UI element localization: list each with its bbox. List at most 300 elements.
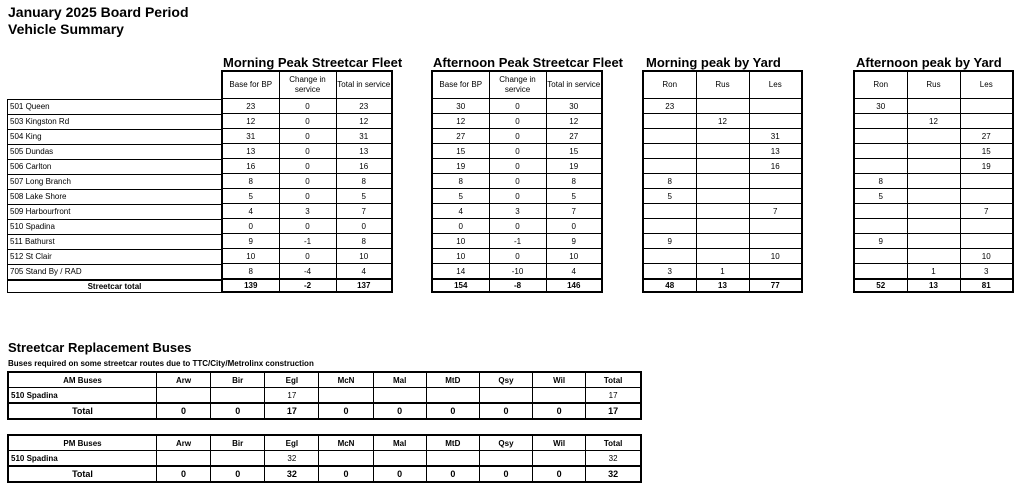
pm-buses-total-cell: 0	[156, 466, 210, 482]
pm-yard-cell: 9	[854, 234, 907, 249]
am-buses-total-cell: 0	[479, 403, 532, 419]
am-fleet-cell: 4	[222, 204, 279, 219]
table-row	[222, 159, 392, 174]
am-yard-cell: 16	[749, 159, 802, 174]
pm-buses-total-cell: 0	[479, 466, 532, 482]
pm-yard-cell	[907, 189, 960, 204]
am-yard-cell: 13	[749, 144, 802, 159]
pm-yard-cell	[907, 144, 960, 159]
table-row	[222, 189, 392, 204]
am-yard-cell	[643, 114, 696, 129]
pm-fleet-cell: 30	[432, 99, 489, 114]
route-name-cell: 505 Dundas	[8, 144, 222, 159]
am-fleet-cell: 0	[279, 144, 336, 159]
am-fleet-total-cell: -2	[279, 279, 336, 292]
pm-fleet-cell: 10	[432, 234, 489, 249]
am-fleet-total-cell: 137	[336, 279, 392, 292]
pm-fleet-cell: 30	[546, 99, 602, 114]
pm-fleet-cell: 19	[432, 159, 489, 174]
am-fleet-cell: 0	[279, 114, 336, 129]
am-yard-column-header: Ron	[643, 71, 696, 99]
pm-yard-cell	[854, 264, 907, 280]
pm-yard-cell: 30	[854, 99, 907, 114]
pm-fleet-cell: -1	[489, 234, 546, 249]
page-subtitle: Vehicle Summary	[8, 21, 124, 37]
table-row	[8, 388, 641, 404]
header-row	[643, 71, 802, 99]
pm-yard-cell	[960, 234, 1013, 249]
pm-yard-cell	[960, 99, 1013, 114]
pm-yard-cell: 19	[960, 159, 1013, 174]
am-buses-cell	[156, 388, 210, 404]
am-buses-column-header: Mal	[373, 372, 426, 388]
am-fleet-column-header: Total in service	[336, 71, 392, 99]
am-fleet-cell: 8	[336, 174, 392, 189]
am-yard-cell	[643, 129, 696, 144]
am-yard-cell: 23	[643, 99, 696, 114]
am-fleet-cell: 5	[336, 189, 392, 204]
pm-buses-column-header: Egl	[265, 435, 319, 451]
am-fleet-cell: 0	[279, 174, 336, 189]
am-fleet-cell: 3	[279, 204, 336, 219]
am-yard-column-header: Les	[749, 71, 802, 99]
pm-fleet-cell: -10	[489, 264, 546, 280]
pm-buses-column-header: McN	[319, 435, 373, 451]
morning-yard-table	[642, 70, 803, 293]
total-row	[432, 279, 602, 292]
am-yard-total-cell: 48	[643, 279, 696, 292]
table-row	[8, 114, 222, 129]
am-yard-column-header: Rus	[696, 71, 749, 99]
route-name-cell: 501 Queen	[8, 99, 222, 114]
table-row	[8, 159, 222, 174]
pm-fleet-total-cell: -8	[489, 279, 546, 292]
am-yard-cell	[696, 174, 749, 189]
pm-buses-table	[7, 434, 642, 483]
table-row	[432, 129, 602, 144]
am-fleet-cell: 12	[336, 114, 392, 129]
pm-fleet-cell: 12	[432, 114, 489, 129]
am-yard-cell: 1	[696, 264, 749, 280]
pm-fleet-cell: 4	[546, 264, 602, 280]
table-row	[854, 249, 1013, 264]
pm-yard-column-header: Rus	[907, 71, 960, 99]
pm-yard-cell	[907, 159, 960, 174]
pm-yard-cell	[907, 234, 960, 249]
route-name-cell: 512 St Clair	[8, 249, 222, 264]
pm-fleet-cell: 27	[432, 129, 489, 144]
total-row	[643, 279, 802, 292]
table-row	[8, 99, 222, 114]
pm-yard-cell: 12	[907, 114, 960, 129]
am-yard-cell	[749, 99, 802, 114]
am-fleet-cell: 0	[279, 189, 336, 204]
route-name-cell: 508 Lake Shore	[8, 189, 222, 204]
table-row	[854, 114, 1013, 129]
pm-buses-total-cell: 0	[211, 466, 265, 482]
pm-buses-cell	[211, 451, 265, 467]
header-row	[8, 435, 641, 451]
am-yard-cell	[696, 204, 749, 219]
table-row	[432, 249, 602, 264]
afternoon-yard-title: Afternoon peak by Yard	[856, 55, 1002, 70]
pm-buses-column-header: MtD	[426, 435, 479, 451]
pm-buses-total-cell: 0	[319, 466, 373, 482]
pm-buses-cell	[533, 451, 586, 467]
am-buses-cell: 17	[265, 388, 319, 404]
pm-yard-cell	[960, 219, 1013, 234]
total-row	[222, 279, 392, 292]
route-name-cell: 507 Long Branch	[8, 174, 222, 189]
replacement-title: Streetcar Replacement Buses	[8, 340, 192, 355]
pm-yard-cell	[854, 249, 907, 264]
route-name-cell: 510 Spadina	[8, 219, 222, 234]
am-buses-column-header: Wil	[533, 372, 586, 388]
table-row	[854, 174, 1013, 189]
am-fleet-cell: 16	[222, 159, 279, 174]
pm-yard-cell: 5	[854, 189, 907, 204]
pm-yard-cell	[907, 174, 960, 189]
table-row	[8, 174, 222, 189]
afternoon-fleet-table	[431, 70, 603, 293]
total-row	[8, 403, 641, 419]
pm-yard-cell	[854, 159, 907, 174]
pm-buses-column-header: Qsy	[479, 435, 532, 451]
pm-buses-total-cell: 32	[586, 466, 641, 482]
table-row	[643, 189, 802, 204]
morning-fleet-title: Morning Peak Streetcar Fleet	[223, 55, 403, 70]
pm-yard-cell: 1	[907, 264, 960, 280]
pm-yard-total-cell: 52	[854, 279, 907, 292]
am-yard-cell	[696, 159, 749, 174]
am-fleet-cell: 4	[336, 264, 392, 280]
am-buses-total-label: Total	[8, 403, 156, 419]
total-row	[854, 279, 1013, 292]
route-name-cell: 504 King	[8, 129, 222, 144]
am-buses-cell	[479, 388, 532, 404]
pm-buses-cell	[426, 451, 479, 467]
am-fleet-column-header: Base for BP	[222, 71, 279, 99]
table-row	[222, 144, 392, 159]
am-buses-column-header: MtD	[426, 372, 479, 388]
table-row	[643, 249, 802, 264]
am-buses-column-header: Arw	[156, 372, 210, 388]
pm-buses-cell: 32	[586, 451, 641, 467]
pm-yard-cell	[854, 129, 907, 144]
am-buses-header-label: AM Buses	[8, 372, 156, 388]
pm-buses-column-header: Arw	[156, 435, 210, 451]
header-row	[432, 71, 602, 99]
total-row	[8, 280, 222, 293]
am-yard-cell	[749, 189, 802, 204]
header-row	[854, 71, 1013, 99]
table-row	[8, 144, 222, 159]
pm-fleet-cell: 0	[546, 219, 602, 234]
header-row	[8, 372, 641, 388]
table-row	[222, 204, 392, 219]
pm-buses-total-cell: 32	[265, 466, 319, 482]
pm-yard-cell	[907, 219, 960, 234]
am-yard-cell	[643, 159, 696, 174]
am-buses-column-header: McN	[319, 372, 373, 388]
pm-fleet-cell: 15	[546, 144, 602, 159]
pm-buses-total-label: Total	[8, 466, 156, 482]
pm-buses-column-header: Wil	[533, 435, 586, 451]
am-buses-column-header: Qsy	[479, 372, 532, 388]
am-buses-total-cell: 17	[265, 403, 319, 419]
pm-fleet-cell: 0	[489, 174, 546, 189]
am-fleet-cell: 10	[222, 249, 279, 264]
pm-yard-cell: 27	[960, 129, 1013, 144]
am-fleet-column-header: Change in service	[279, 71, 336, 99]
pm-yard-cell: 3	[960, 264, 1013, 280]
pm-buses-column-header: Total	[586, 435, 641, 451]
table-row	[854, 189, 1013, 204]
pm-yard-total-cell: 81	[960, 279, 1013, 292]
table-row	[8, 219, 222, 234]
table-row	[643, 264, 802, 280]
morning-fleet-table	[221, 70, 393, 293]
pm-yard-column-header: Les	[960, 71, 1013, 99]
am-yard-cell	[749, 114, 802, 129]
pm-fleet-cell: 12	[546, 114, 602, 129]
table-row	[432, 99, 602, 114]
pm-fleet-column-header: Total in service	[546, 71, 602, 99]
pm-buses-total-cell: 0	[533, 466, 586, 482]
table-row	[432, 174, 602, 189]
pm-yard-cell	[854, 219, 907, 234]
am-yard-cell: 12	[696, 114, 749, 129]
am-fleet-cell: 31	[222, 129, 279, 144]
am-yard-cell	[696, 249, 749, 264]
table-row	[643, 144, 802, 159]
table-row	[854, 234, 1013, 249]
am-fleet-cell: 0	[279, 219, 336, 234]
table-row	[8, 189, 222, 204]
am-fleet-cell: 12	[222, 114, 279, 129]
pm-buses-total-cell: 0	[373, 466, 426, 482]
am-fleet-cell: 31	[336, 129, 392, 144]
am-fleet-cell: 0	[222, 219, 279, 234]
am-yard-cell	[749, 219, 802, 234]
table-row	[643, 129, 802, 144]
am-buses-cell	[426, 388, 479, 404]
pm-buses-route-label: 510 Spadina	[8, 451, 156, 467]
am-yard-cell	[643, 219, 696, 234]
pm-fleet-column-header: Base for BP	[432, 71, 489, 99]
table-row	[854, 219, 1013, 234]
am-yard-cell: 31	[749, 129, 802, 144]
pm-buses-cell	[479, 451, 532, 467]
am-fleet-total-cell: 139	[222, 279, 279, 292]
pm-fleet-total-cell: 154	[432, 279, 489, 292]
pm-fleet-cell: 0	[489, 99, 546, 114]
am-buses-cell	[319, 388, 373, 404]
pm-fleet-cell: 0	[489, 144, 546, 159]
am-buses-total-cell: 0	[211, 403, 265, 419]
pm-fleet-cell: 27	[546, 129, 602, 144]
table-row	[222, 219, 392, 234]
am-yard-cell	[749, 264, 802, 280]
pm-fleet-cell: 7	[546, 204, 602, 219]
pm-fleet-cell: 15	[432, 144, 489, 159]
table-row	[643, 159, 802, 174]
am-fleet-cell: 0	[279, 159, 336, 174]
table-row	[222, 234, 392, 249]
pm-yard-cell: 7	[960, 204, 1013, 219]
table-row	[643, 234, 802, 249]
am-buses-total-cell: 17	[586, 403, 641, 419]
am-fleet-cell: 23	[222, 99, 279, 114]
am-fleet-cell: 0	[336, 219, 392, 234]
am-buses-cell	[373, 388, 426, 404]
am-fleet-cell: 9	[222, 234, 279, 249]
pm-yard-cell	[854, 114, 907, 129]
table-row	[8, 234, 222, 249]
route-name-cell: 503 Kingston Rd	[8, 114, 222, 129]
am-yard-cell: 7	[749, 204, 802, 219]
pm-yard-cell	[960, 189, 1013, 204]
am-fleet-cell: 8	[222, 174, 279, 189]
am-fleet-cell: 0	[279, 249, 336, 264]
pm-yard-cell	[907, 249, 960, 264]
am-buses-total-cell: 0	[373, 403, 426, 419]
am-fleet-cell: -4	[279, 264, 336, 280]
table-row	[222, 249, 392, 264]
table-row	[643, 174, 802, 189]
replacement-subtitle: Buses required on some streetcar routes due to TTC/City/Metrolinx construction	[8, 359, 314, 368]
am-yard-cell: 5	[643, 189, 696, 204]
pm-buses-column-header: Mal	[373, 435, 426, 451]
table-row	[432, 189, 602, 204]
pm-fleet-column-header: Change in service	[489, 71, 546, 99]
table-row	[643, 219, 802, 234]
table-row	[432, 144, 602, 159]
am-fleet-cell: 23	[336, 99, 392, 114]
am-fleet-cell: -1	[279, 234, 336, 249]
am-buses-route-label: 510 Spadina	[8, 388, 156, 404]
table-row	[643, 99, 802, 114]
am-yard-cell	[643, 144, 696, 159]
table-row	[432, 159, 602, 174]
am-fleet-cell: 7	[336, 204, 392, 219]
pm-fleet-cell: 4	[432, 204, 489, 219]
table-row	[432, 114, 602, 129]
am-fleet-cell: 0	[279, 99, 336, 114]
am-yard-cell: 10	[749, 249, 802, 264]
pm-fleet-cell: 8	[546, 174, 602, 189]
am-yard-cell: 3	[643, 264, 696, 280]
pm-fleet-cell: 10	[546, 249, 602, 264]
pm-buses-header-label: PM Buses	[8, 435, 156, 451]
streetcar-total-label: Streetcar total	[8, 280, 222, 293]
pm-yard-cell	[960, 114, 1013, 129]
table-row	[432, 234, 602, 249]
header-row	[222, 71, 392, 99]
pm-buses-cell	[156, 451, 210, 467]
am-yard-cell: 9	[643, 234, 696, 249]
am-fleet-cell: 8	[222, 264, 279, 280]
am-buses-column-header: Egl	[265, 372, 319, 388]
pm-fleet-cell: 0	[489, 159, 546, 174]
pm-yard-cell: 10	[960, 249, 1013, 264]
am-yard-cell: 8	[643, 174, 696, 189]
table-row	[222, 129, 392, 144]
table-row	[222, 114, 392, 129]
pm-yard-cell	[907, 204, 960, 219]
afternoon-fleet-title: Afternoon Peak Streetcar Fleet	[433, 55, 624, 70]
am-fleet-cell: 13	[222, 144, 279, 159]
morning-yard-title: Morning peak by Yard	[646, 55, 781, 70]
pm-fleet-cell: 0	[432, 219, 489, 234]
pm-fleet-cell: 14	[432, 264, 489, 280]
am-yard-cell	[696, 144, 749, 159]
table-row	[8, 249, 222, 264]
pm-fleet-cell: 8	[432, 174, 489, 189]
pm-yard-column-header: Ron	[854, 71, 907, 99]
route-name-cell: 511 Bathurst	[8, 234, 222, 249]
am-yard-cell	[696, 189, 749, 204]
pm-fleet-cell: 10	[432, 249, 489, 264]
table-row	[8, 264, 222, 280]
table-row	[8, 451, 641, 467]
pm-yard-cell: 8	[854, 174, 907, 189]
am-buses-table	[7, 371, 642, 420]
table-row	[643, 204, 802, 219]
route-name-cell: 509 Harbourfront	[8, 204, 222, 219]
pm-buses-cell: 32	[265, 451, 319, 467]
am-yard-cell	[749, 234, 802, 249]
am-fleet-cell: 16	[336, 159, 392, 174]
am-buses-cell	[533, 388, 586, 404]
pm-yard-cell	[907, 129, 960, 144]
table-row	[854, 129, 1013, 144]
pm-fleet-total-cell: 146	[546, 279, 602, 292]
am-fleet-cell: 10	[336, 249, 392, 264]
am-buses-total-cell: 0	[533, 403, 586, 419]
am-yard-cell	[643, 204, 696, 219]
pm-fleet-cell: 0	[489, 219, 546, 234]
page-title: January 2025 Board Period	[8, 4, 189, 20]
afternoon-yard-table	[853, 70, 1014, 293]
am-yard-cell	[749, 174, 802, 189]
pm-fleet-cell: 3	[489, 204, 546, 219]
table-row	[854, 99, 1013, 114]
am-fleet-cell: 0	[279, 129, 336, 144]
am-buses-total-cell: 0	[156, 403, 210, 419]
pm-buses-column-header: Bir	[211, 435, 265, 451]
am-buses-column-header: Total	[586, 372, 641, 388]
pm-fleet-cell: 9	[546, 234, 602, 249]
am-yard-total-cell: 13	[696, 279, 749, 292]
pm-yard-cell	[960, 174, 1013, 189]
table-row	[222, 264, 392, 280]
table-row	[854, 144, 1013, 159]
pm-fleet-cell: 19	[546, 159, 602, 174]
route-name-cell: 506 Carlton	[8, 159, 222, 174]
am-buses-cell	[211, 388, 265, 404]
pm-fleet-cell: 0	[489, 249, 546, 264]
pm-fleet-cell: 0	[489, 189, 546, 204]
table-row	[432, 264, 602, 280]
am-buses-cell: 17	[586, 388, 641, 404]
table-row	[8, 129, 222, 144]
am-yard-cell	[696, 99, 749, 114]
table-row	[432, 219, 602, 234]
table-row	[8, 204, 222, 219]
route-name-cell: 705 Stand By / RAD	[8, 264, 222, 280]
am-buses-total-cell: 0	[426, 403, 479, 419]
